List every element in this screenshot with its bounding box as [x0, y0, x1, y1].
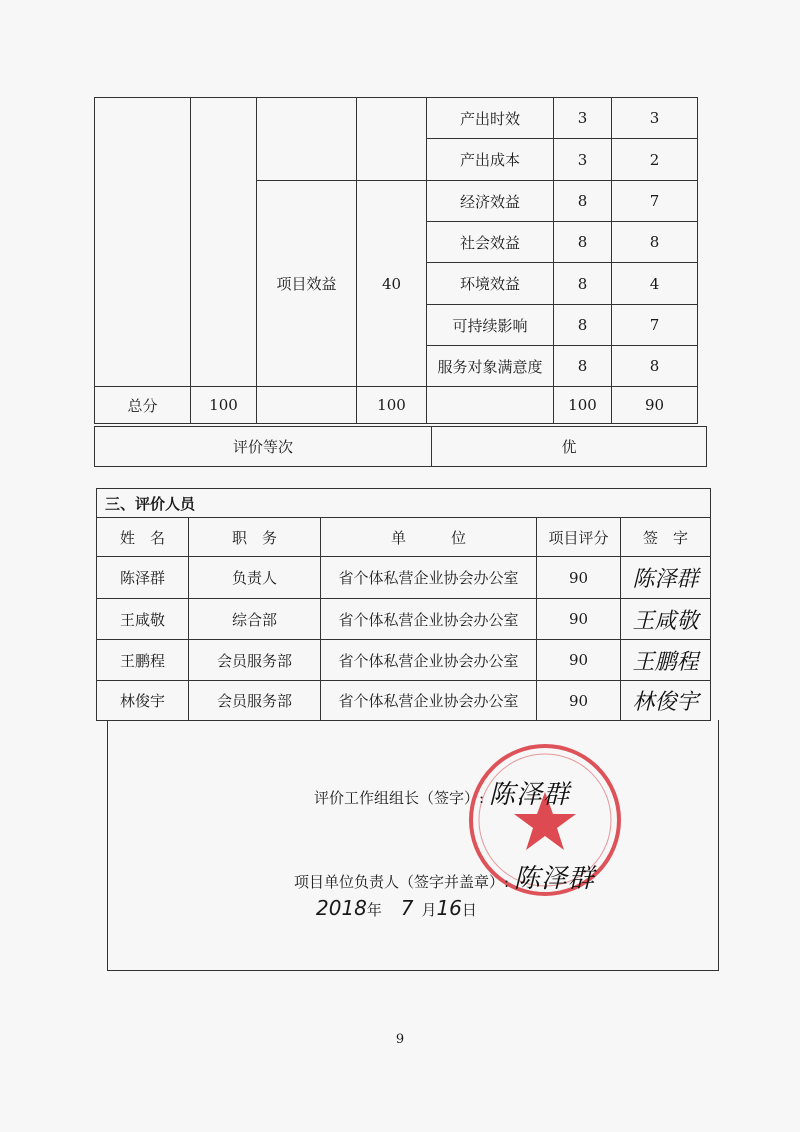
table-row [97, 599, 711, 640]
total-empty-2 [427, 387, 554, 424]
total-weight: 100 [554, 387, 612, 424]
date-month-suffix: 月 [421, 901, 437, 919]
person-score: 90 [537, 599, 621, 640]
leader-label: 评价工作组组长（签字）: [314, 789, 485, 807]
indicator-cell: 可持续影响 [427, 305, 554, 346]
total-score: 90 [612, 387, 698, 424]
total-second: 100 [357, 387, 427, 424]
person-score: 90 [537, 681, 621, 721]
person-name: 林俊宇 [97, 681, 189, 721]
header-unit: 单 位 [321, 518, 537, 557]
person-score: 90 [537, 640, 621, 681]
score-value: 7 [612, 181, 698, 222]
unit-signature: 陈泽群 [513, 864, 595, 894]
unit-line [294, 858, 595, 895]
person-unit: 省个体私营企业协会办公室 [321, 640, 537, 681]
personnel-table [96, 488, 711, 721]
score-value: 2 [612, 139, 698, 181]
category-cell [95, 98, 191, 387]
date-line [316, 896, 477, 920]
date-month: 7 [400, 896, 414, 920]
header-name: 姓 名 [97, 518, 189, 557]
header-score: 项目评分 [537, 518, 621, 557]
table-row [95, 98, 698, 139]
indicator-cell: 服务对象满意度 [427, 346, 554, 387]
person-name: 王鹏程 [97, 640, 189, 681]
indicator-cell: 经济效益 [427, 181, 554, 222]
indicator-cell: 产出成本 [427, 139, 554, 181]
weight-value: 8 [554, 222, 612, 263]
signoff-box [107, 720, 719, 971]
total-label: 总分 [95, 387, 191, 424]
indicator-cell: 产出时效 [427, 98, 554, 139]
header-row [97, 518, 711, 557]
indicator-cell: 社会效益 [427, 222, 554, 263]
person-position: 综合部 [189, 599, 321, 640]
weight-value: 8 [554, 346, 612, 387]
weight-value: 8 [554, 181, 612, 222]
score-value: 4 [612, 263, 698, 305]
weight-value: 3 [554, 98, 612, 139]
date-day: 16 [436, 896, 462, 920]
person-name: 王咸敬 [97, 599, 189, 640]
secondary-weight-cell [357, 98, 427, 181]
indicator-cell: 环境效益 [427, 263, 554, 305]
person-position: 会员服务部 [189, 640, 321, 681]
leader-signature: 陈泽群 [488, 780, 570, 810]
weight-cell [191, 98, 257, 387]
weight-value: 8 [554, 305, 612, 346]
date-year-suffix: 年 [366, 901, 382, 919]
table-row [97, 681, 711, 721]
score-value: 8 [612, 222, 698, 263]
person-position: 会员服务部 [189, 681, 321, 721]
weight-value: 3 [554, 139, 612, 181]
benefit-weight: 40 [357, 181, 427, 387]
person-score: 90 [537, 557, 621, 599]
header-signature: 签 字 [621, 518, 711, 557]
score-value: 7 [612, 305, 698, 346]
person-signature: 林俊宇 [621, 681, 711, 721]
total-row [95, 387, 698, 424]
person-unit: 省个体私营企业协会办公室 [321, 599, 537, 640]
page-number: 9 [395, 1032, 405, 1047]
table-row [97, 640, 711, 681]
person-signature: 陈泽群 [621, 557, 711, 599]
person-signature: 王鹏程 [621, 640, 711, 681]
score-table [94, 97, 698, 424]
person-signature: 王咸敬 [621, 599, 711, 640]
weight-value: 8 [554, 263, 612, 305]
leader-line [314, 774, 570, 811]
score-value: 3 [612, 98, 698, 139]
total-empty [257, 387, 357, 424]
person-unit: 省个体私营企业协会办公室 [321, 557, 537, 599]
date-day-suffix: 日 [461, 901, 477, 919]
table-row [97, 557, 711, 599]
header-position: 职 务 [189, 518, 321, 557]
person-position: 负责人 [189, 557, 321, 599]
total-first: 100 [191, 387, 257, 424]
score-value: 8 [612, 346, 698, 387]
grade-value: 优 [432, 427, 707, 467]
date-year: 2018 [316, 896, 367, 920]
person-unit: 省个体私营企业协会办公室 [321, 681, 537, 721]
section-title: 三、评价人员 [97, 489, 711, 518]
secondary-indicator-cell [257, 98, 357, 181]
grade-label: 评价等次 [95, 427, 432, 467]
benefit-label: 项目效益 [257, 181, 357, 387]
grade-table [94, 426, 707, 467]
unit-label: 项目单位负责人（签字并盖章）: [294, 873, 510, 891]
person-name: 陈泽群 [97, 557, 189, 599]
